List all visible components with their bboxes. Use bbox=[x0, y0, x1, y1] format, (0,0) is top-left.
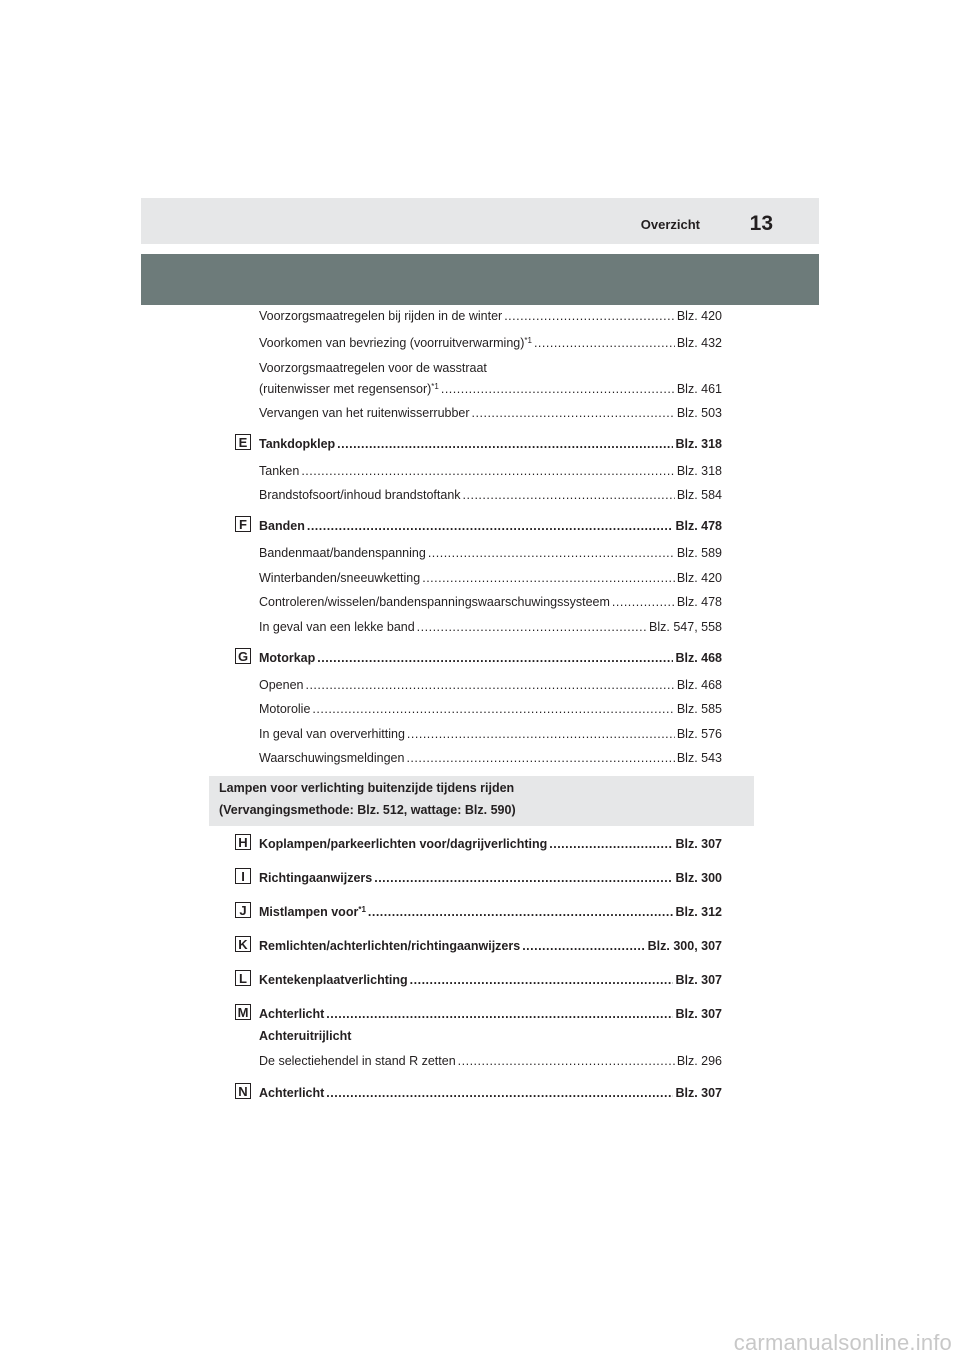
section-marker-f: F bbox=[235, 516, 251, 532]
watermark: carmanualsonline.info bbox=[733, 1330, 952, 1355]
list-item: Voorkomen van bevriezing (voorruitverwarming)$^{*1}$ ..... Blz. 432 bbox=[259, 336, 722, 351]
section-marker-k: K bbox=[235, 936, 251, 952]
list-item: Tanken ..... Blz. 318 bbox=[259, 464, 722, 479]
list-item: In geval van oververhitting ..... Blz. 576 bbox=[259, 727, 722, 742]
page-number: 13 bbox=[749, 212, 773, 235]
list-item: Bandenmaat/bandenspanning ..... Blz. 589 bbox=[259, 546, 722, 561]
section-marker-n: N bbox=[235, 1083, 251, 1099]
lamps-panel bbox=[209, 776, 754, 826]
lamps-panel-title: Lampen voor verlichting buitenzijde tijdens rijden bbox=[219, 781, 515, 795]
lamps-panel-subtitle: (Vervangingsmethode: Blz. 512, wattage: Blz. 590) bbox=[219, 803, 516, 817]
section-marker-j: J bbox=[235, 902, 251, 918]
section-marker-i: I bbox=[235, 868, 251, 884]
list-item-line: Voorzorgsmaatregelen voor de wasstraat bbox=[259, 361, 487, 375]
section-heading: Kentekenplaatverlichting ..... Blz. 307 bbox=[259, 973, 722, 988]
list-item: (ruitenwisser met regensensor)$^{*1}$ ..... Blz. 461 bbox=[259, 382, 722, 397]
list-item: De selectiehendel in stand R zetten ..... Blz. 296 bbox=[259, 1054, 722, 1069]
header-band bbox=[141, 254, 819, 305]
section-marker-m: M bbox=[235, 1004, 251, 1020]
section-heading: Achterlicht ..... Blz. 307 bbox=[259, 1007, 722, 1022]
section-marker-g: G bbox=[235, 648, 251, 664]
header-title: Overzicht bbox=[640, 217, 700, 232]
list-item: Winterbanden/sneeuwketting ..... Blz. 420 bbox=[259, 571, 722, 586]
list-item: In geval van een lekke band ..... Blz. 547, 558 bbox=[259, 620, 722, 635]
list-item: Waarschuwingsmeldingen ..... Blz. 543 bbox=[259, 751, 722, 766]
section-heading: Mistlampen voor$^{*1}$ ..... Blz. 312 bbox=[259, 905, 722, 920]
section-heading: Remlichten/achterlichten/richtingaanwijzers ..... Blz. 300, 307 bbox=[259, 939, 722, 954]
list-item: Motorolie ..... Blz. 585 bbox=[259, 702, 722, 717]
section-marker-e: E bbox=[235, 434, 251, 450]
section-marker-l: L bbox=[235, 970, 251, 986]
section-marker-h: H bbox=[235, 834, 251, 850]
list-item: Openen ..... Blz. 468 bbox=[259, 678, 722, 693]
list-item: Controleren/wisselen/bandenspanningswaarschuwingssysteem ..... Blz. 478 bbox=[259, 595, 722, 610]
list-item: Voorzorgsmaatregelen bij rijden in de winter ..... Blz. 420 bbox=[259, 309, 722, 324]
section-heading: Richtingaanwijzers ..... Blz. 300 bbox=[259, 871, 722, 886]
header-bar bbox=[141, 198, 819, 244]
section-heading: Tankdopklep ..... Blz. 318 bbox=[259, 437, 722, 452]
list-item: Vervangen van het ruitenwisserrubber ..... Blz. 503 bbox=[259, 406, 722, 421]
section-heading: Achterlicht ..... Blz. 307 bbox=[259, 1086, 722, 1101]
section-heading: Motorkap ..... Blz. 468 bbox=[259, 651, 722, 666]
section-heading: Koplampen/parkeerlichten voor/dagrijverlichting ..... Blz. 307 bbox=[259, 837, 722, 852]
sub-heading: Achteruitrijlicht bbox=[259, 1029, 352, 1043]
list-item: Brandstofsoort/inhoud brandstoftank ..... Blz. 584 bbox=[259, 488, 722, 503]
section-heading: Banden ..... Blz. 478 bbox=[259, 519, 722, 534]
